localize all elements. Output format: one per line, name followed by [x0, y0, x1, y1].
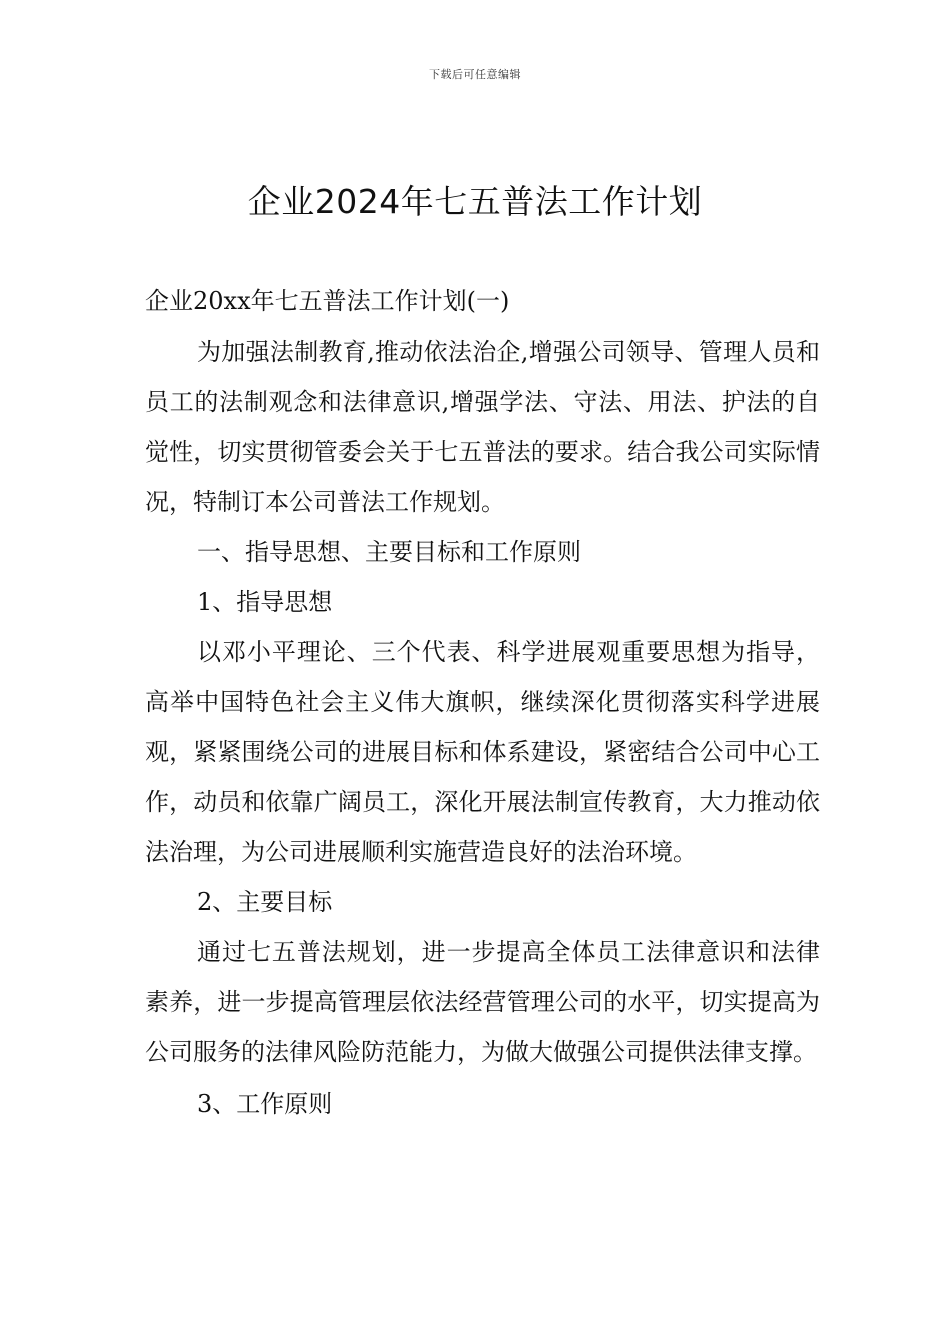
subheading-main-goals: 2、主要目标 — [197, 888, 333, 916]
header-note: 下载后可任意编辑 — [429, 68, 521, 81]
document-body — [145, 276, 820, 1129]
guiding-ideology-paragraph: 以邓小平理论、三个代表、科学进展观重要思想为指导，高举中国特色社会主义伟大旗帜，继续深化贯彻落实科学进展观，紧紧围绕公司的进展目标和体系建设，紧密结合公司中心工作，动员和依靠广阔员工，深化开展法制宣传教育，大力推动依法治理，为公司进展顺利实施营造良好的法治环境。 — [145, 638, 820, 866]
subheading-work-principles: 3、工作原则 — [197, 1090, 333, 1118]
section-heading-1: 一、指导思想、主要目标和工作原则 — [197, 538, 581, 566]
section-subtitle: 企业20xx年七五普法工作计划(一) — [145, 287, 510, 315]
main-goals-paragraph: 通过七五普法规划，进一步提高全体员工法律意识和法律素养，进一步提高管理层依法经营管理公司的水平，切实提高为公司服务的法律风险防范能力，为做大做强公司提供法律支撑。 — [145, 938, 820, 1066]
intro-paragraph: 为加强法制教育,推动依法治企,增强公司领导、管理人员和员工的法制观念和法律意识,增强学法、守法、用法、护法的自觉性，切实贯彻管委会关于七五普法的要求。结合我公司实际情况，特制订本公司普法工作规划。 — [145, 338, 820, 516]
document-title: 企业2024年七五普法工作计划 — [247, 182, 703, 221]
subheading-guiding-ideology: 1、指导思想 — [197, 588, 333, 616]
